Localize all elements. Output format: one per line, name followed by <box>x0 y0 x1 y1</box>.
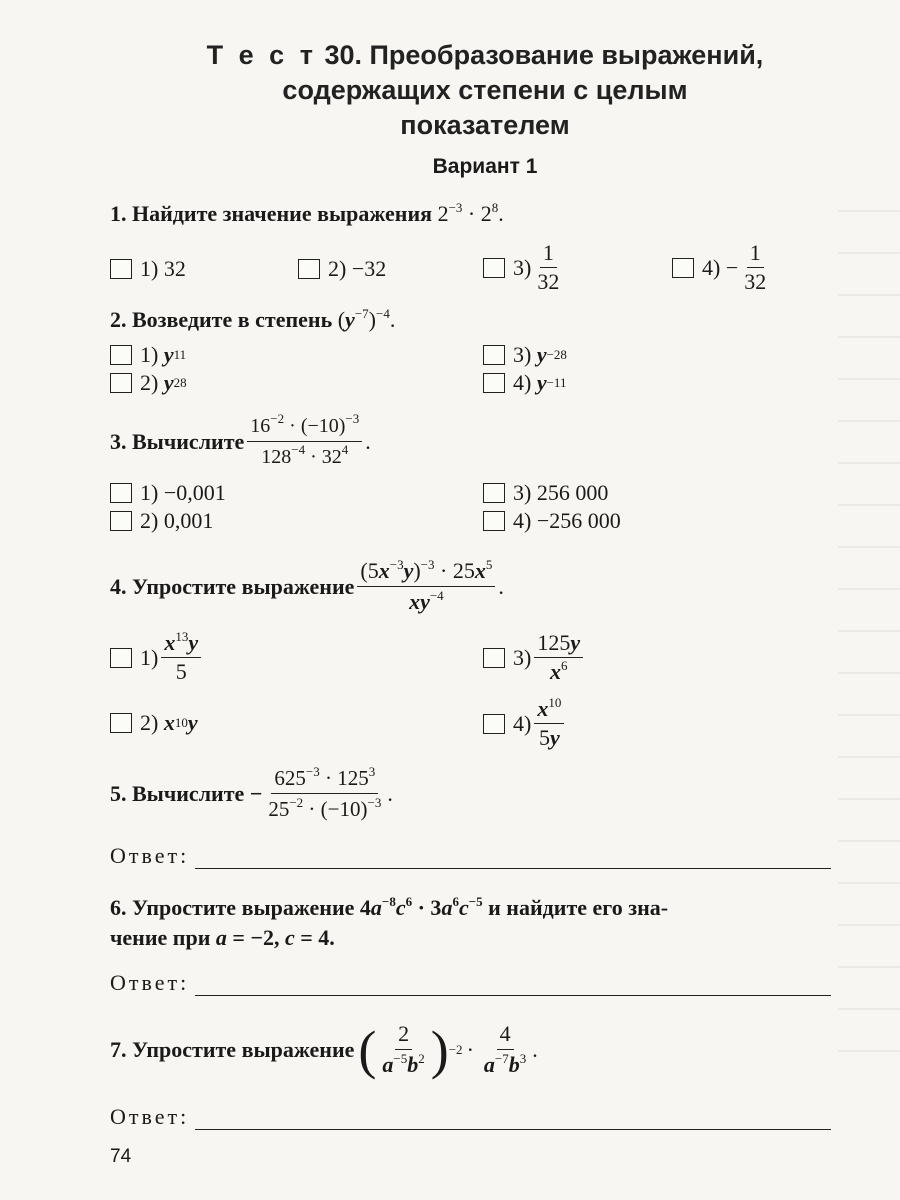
answer-5 <box>110 843 831 869</box>
title-line1: 30. Преобразование выражений, <box>324 40 764 70</box>
q3-fraction: $\frac{16^{-2} \cdot (-10)^{-3}}{128^{-4} \cdot 32^4}$ <box>247 412 362 471</box>
checkbox[interactable] <box>672 258 694 278</box>
q2-option-3[interactable]: 3) y −28 <box>483 342 567 368</box>
checkbox[interactable] <box>110 648 132 668</box>
checkbox[interactable] <box>483 373 505 393</box>
q4-option-2[interactable]: 2) x 10 y <box>110 710 198 736</box>
page-title <box>110 38 860 143</box>
checkbox[interactable] <box>483 648 505 668</box>
q1-option-3[interactable]: 3) $\frac{1}{32}$ <box>483 240 565 295</box>
q1-number: 1. <box>110 201 127 226</box>
checkbox[interactable] <box>110 373 132 393</box>
bleed-through-shadow <box>838 170 900 1070</box>
checkbox[interactable] <box>110 713 132 733</box>
q1-option-2[interactable]: 2) −32 <box>298 256 386 282</box>
question-6: 6. Упростите выражение $4a^{-8}c^6 \cdot 3a^6c^{-5}$ и найдите его зна- <box>110 894 669 920</box>
title-line2: содержащих степени с целым <box>282 75 688 105</box>
title-line3: показателем <box>400 110 570 140</box>
answer-7 <box>110 1104 831 1130</box>
q2-option-2[interactable]: 2) y 28 <box>110 370 187 396</box>
q2-option-1[interactable]: 1) y 11 <box>110 342 186 368</box>
checkbox[interactable] <box>110 483 132 503</box>
q4-option-3[interactable]: 3) $\frac{125y}{x^6}$ <box>483 630 586 685</box>
q2-option-4[interactable]: 4) y −11 <box>483 370 566 396</box>
answer-7-line[interactable] <box>195 1109 831 1130</box>
checkbox[interactable] <box>483 511 505 531</box>
q4-option-1[interactable]: 1) $\frac{x^{13}y}{5}$ <box>110 630 204 685</box>
variant-heading: Вариант 1 <box>432 155 538 178</box>
page-number: 74 <box>110 1146 132 1167</box>
checkbox[interactable] <box>110 345 132 365</box>
q1-option-1[interactable]: 1) 32 <box>110 256 186 282</box>
checkbox[interactable] <box>483 714 505 734</box>
q3-option-2[interactable]: 2) 0,001 <box>110 508 213 534</box>
answer-label: Ответ: <box>110 843 190 868</box>
checkbox[interactable] <box>110 511 132 531</box>
question-6-line2: чение при a = −2, c = 4. <box>110 925 335 950</box>
answer-label: Ответ: <box>110 970 190 995</box>
answer-6-line[interactable] <box>195 975 831 996</box>
q5-fraction: $\frac{625^{-3} \cdot 125^3}{25^{-2} \cdot (-10)^{-3}}$ <box>268 764 382 821</box>
checkbox[interactable] <box>483 345 505 365</box>
checkbox[interactable] <box>483 258 505 278</box>
q4-option-4[interactable]: 4) $\frac{x^{10}}{5y}$ <box>483 696 567 751</box>
q3-option-3[interactable]: 3) 256 000 <box>483 480 608 506</box>
checkbox[interactable] <box>298 259 320 279</box>
q2-expression: $(y^{-7})^{-4}$. <box>337 306 396 332</box>
q4-fraction: $\frac{(5x^{-3}y)^{-3} \cdot 25x^5}{xy^{-4}}$ <box>357 557 495 616</box>
checkbox[interactable] <box>483 483 505 503</box>
question-7: 7. Упростите выражение ( $\frac{2}{a^{-5}b^2}$ ) −2 · $\frac{4}{a^{-7}b^3}$ . <box>110 1019 538 1080</box>
q7-expression: ( $\frac{2}{a^{-5}b^2}$ ) −2 · $\frac{4}{a^{-7}b^3}$ . <box>358 1019 538 1080</box>
answer-label: Ответ: <box>110 1104 190 1129</box>
answer-5-line[interactable] <box>195 848 831 869</box>
answer-6 <box>110 970 831 996</box>
question-1 <box>110 200 504 228</box>
q3-option-1[interactable]: 1) −0,001 <box>110 480 226 506</box>
question-5: 5. Вычислите − $\frac{625^{-3} \cdot 125^3}{25^{-2} \cdot (-10)^{-3}}$ . <box>110 764 393 821</box>
question-3: 3. Вычислите $\frac{16^{-2} \cdot (-10)^{-3}}{128^{-4} \cdot 32^4}$ . <box>110 412 371 471</box>
q1-text: Найдите значение выражения <box>132 201 433 226</box>
q1-option-4[interactable]: 4) − $\frac{1}{32}$ <box>672 240 772 295</box>
question-4: 4. Упростите выражение $\frac{(5x^{-3}y)^{-3} \cdot 25x^5}{xy^{-4}}$ . <box>110 557 504 614</box>
checkbox[interactable] <box>110 259 132 279</box>
q3-option-4[interactable]: 4) −256 000 <box>483 508 621 534</box>
question-2: 2. Возведите в степень $(y^{-7})^{-4}$. <box>110 306 396 332</box>
q1-expression: $2^{-3} \cdot 2^8$. <box>437 200 504 226</box>
title-test-word: Т е с т <box>206 40 317 70</box>
